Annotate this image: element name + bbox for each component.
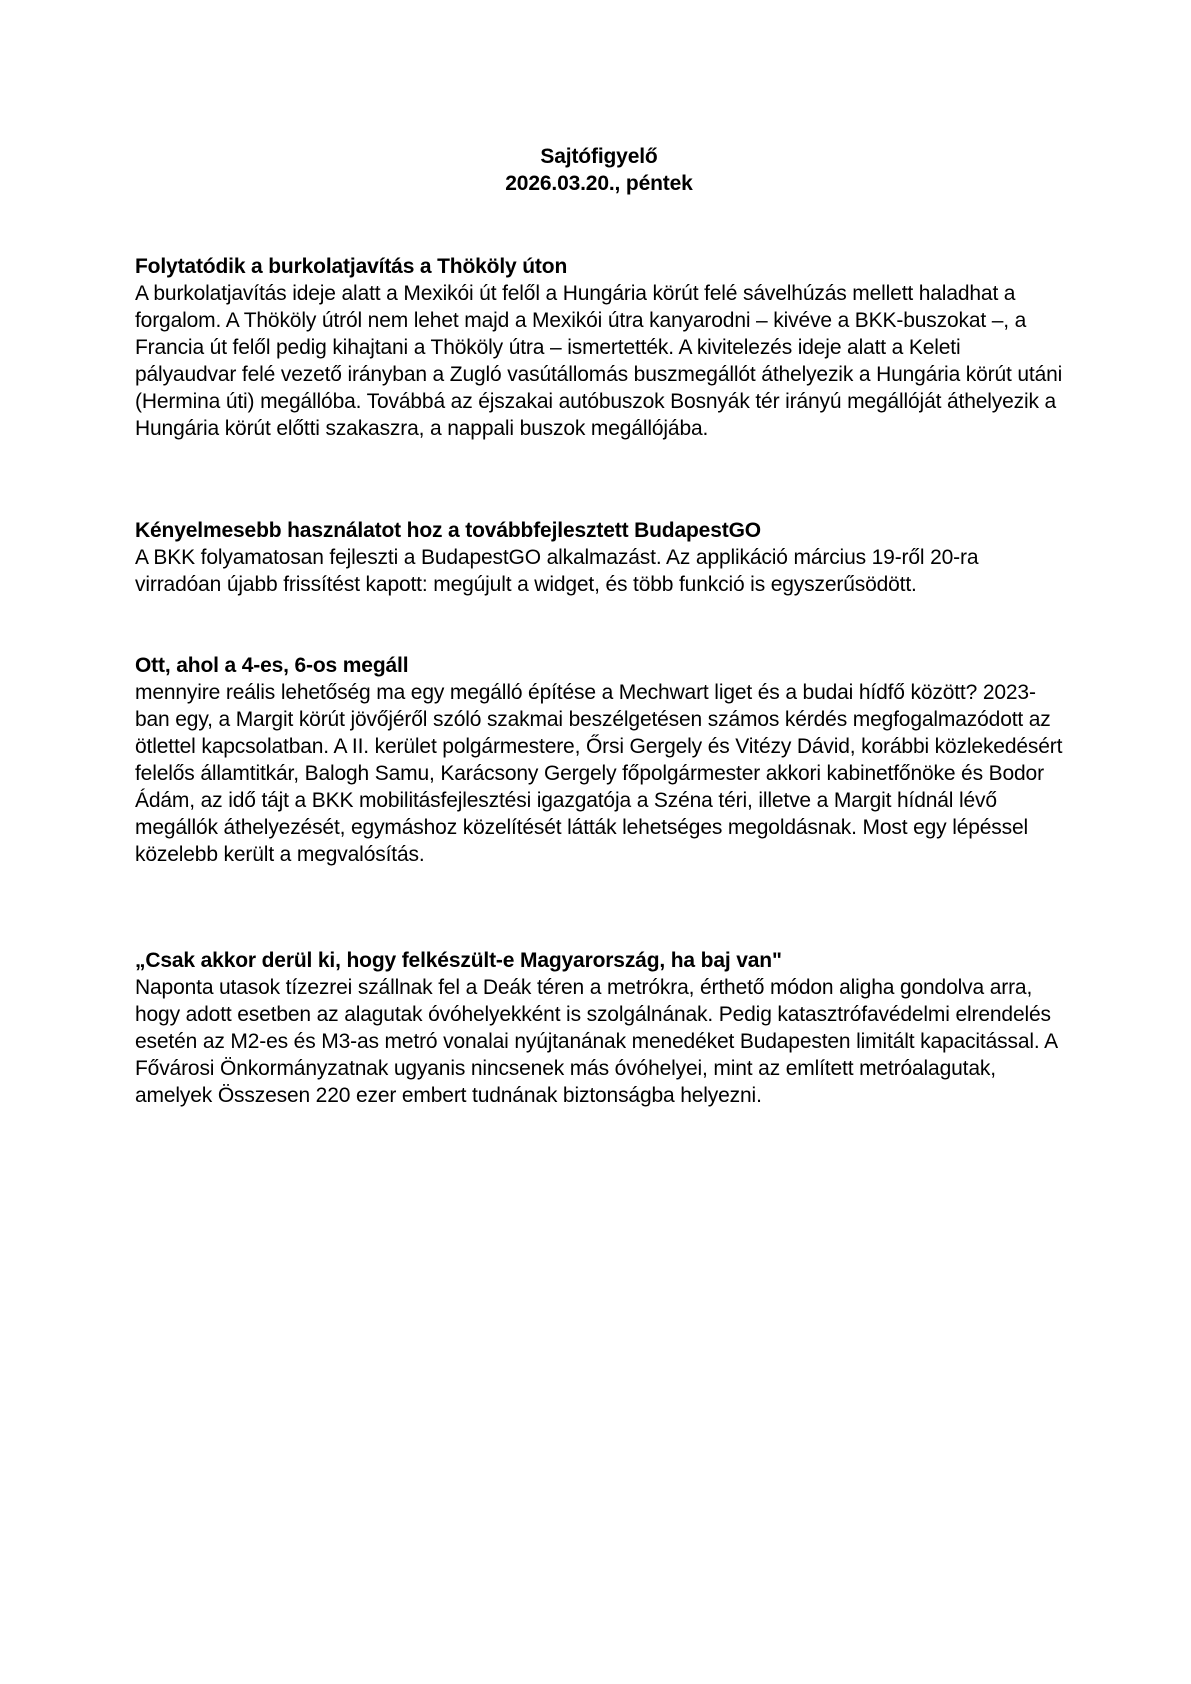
section-heading: Kényelmesebb használatot hoz a továbbfejlesztett BudapestGO: [135, 519, 761, 542]
news-section-ovohelyek: [135, 947, 1063, 1109]
section-body: A BKK folyamatosan fejleszti a BudapestGO alkalmazást. Az applikáció március 19-ről 20-ra virradóan újabb frissítést kapott: megújult a widget, és több funkció is egyszerűsödött.: [135, 546, 979, 596]
news-section-margit-korut: [135, 652, 1063, 868]
section-body: mennyire reális lehetőség ma egy megálló építése a Mechwart liget és a budai hídfő között? 2023-ban egy, a Margit körút jövőjéről szóló szakmai beszélgetésen számos kérdés megfogalmazódott az ötlettel kapcsolatban. A II. kerület polgármestere, Őrsi Gergely és Vitézy Dávid, korábbi közlekedésért felelős államtitkár, Balogh Samu, Karácsony Gergely főpolgármester akkori kabinetfőnöke és Bodor Ádám, az idő tájt a BKK mobilitásfejlesztési igazgatója a Széna téri, illetve a Margit hídnál lévő megállók áthelyezését, egymáshoz közelítését látták lehetséges megoldásnak. Most egy lépéssel közelebb került a megvalósítás.: [135, 681, 1063, 866]
document-date: 2026.03.20., péntek: [505, 172, 693, 195]
section-body: A burkolatjavítás ideje alatt a Mexikói út felől a Hungária körút felé sávelhúzás mellett haladhat a forgalom. A Thököly útról nem lehet majd a Mexikói útra kanyarodni – kivéve a BKK-buszokat –, a Francia út felől pedig kihajtani a Thököly útra – ismertették. A kivitelezés ideje alatt a Keleti pályaudvar felé vezető irányban a Zugló vasútállomás buszmegállót áthelyezik a Hungária körút utáni (Hermina úti) megállóba. Továbbá az éjszakai autóbuszok Bosnyák tér irányú megállóját áthelyezik a Hungária körút előtti szakaszra, a nappali buszok megállójába.: [135, 282, 1063, 440]
document-header: [135, 143, 1063, 197]
section-body: Naponta utasok tízezrei szállnak fel a Deák téren a metrókra, érthető módon aligha gondolva arra, hogy adott esetben az alagutak óvóhelyekként is szolgálnának. Pedig katasztrófavédelmi elrendelés esetén az M2-es és M3-as metró vonalai nyújtanának menedéket Budapesten limitált kapacitással. A Fővárosi Önkormányzatnak ugyanis nincsenek más óvóhelyei, mint az említett metróalagutak, amelyek Összesen 220 ezer embert tudnának biztonságba helyezni.: [135, 976, 1057, 1107]
section-heading: „Csak akkor derül ki, hogy felkészült-e Magyarország, ha baj van": [135, 949, 782, 972]
news-section-thokoly: [135, 253, 1063, 442]
document-title: Sajtófigyelő: [540, 145, 658, 168]
section-heading: Ott, ahol a 4-es, 6-os megáll: [135, 654, 409, 677]
section-heading: Folytatódik a burkolatjavítás a Thököly úton: [135, 255, 568, 278]
news-section-budapestgo: [135, 517, 1063, 598]
